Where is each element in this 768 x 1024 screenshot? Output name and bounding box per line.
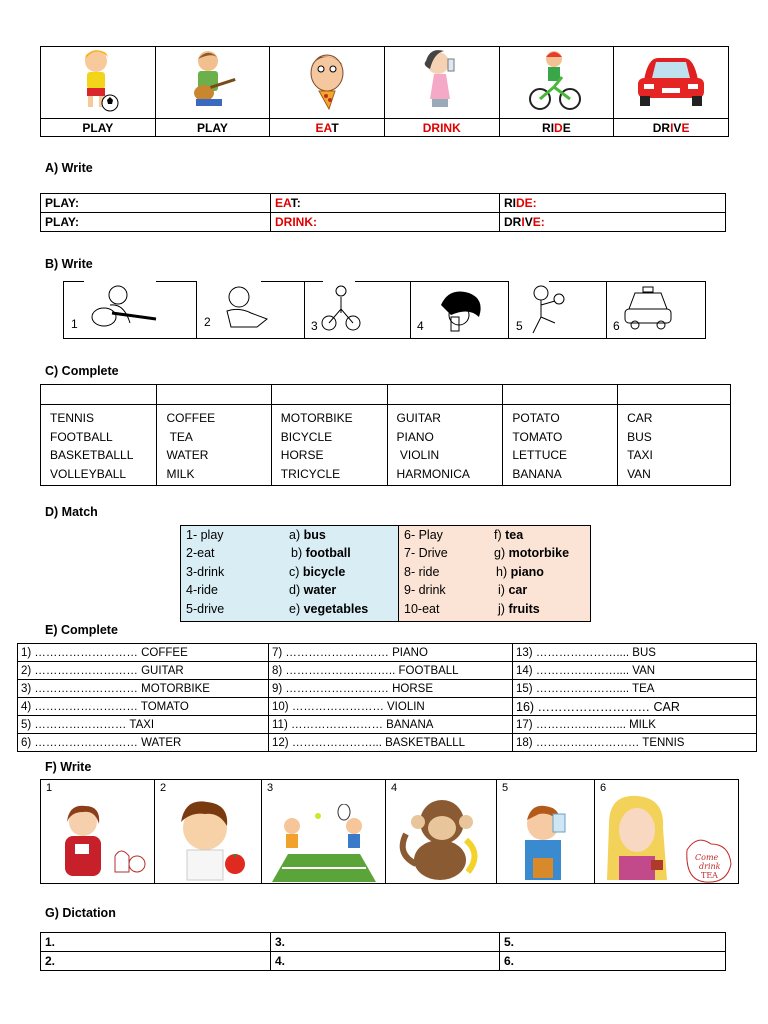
football-boy-outline-icon — [525, 283, 569, 335]
e-cell: 5) …………………… TAXI — [18, 716, 269, 734]
verb-label-ride: RIDE — [499, 119, 614, 137]
match-row: 2-eat — [186, 546, 215, 560]
section-c-heading: C) Complete — [45, 364, 119, 378]
verb-picture-6 — [614, 47, 729, 119]
girl-drinking-icon — [412, 47, 472, 113]
c-column-vehicles: CAR BUS TAXI VAN — [618, 405, 731, 486]
b-cell-6: 6 — [606, 281, 706, 339]
bicycle-boy-outline-icon — [321, 283, 361, 333]
verb-label-play-2: PLAY — [155, 119, 270, 137]
boy-football-icon — [68, 47, 128, 113]
b-cell-1: 1 — [63, 281, 197, 339]
e-cell: 18) ……………………… TENNIS — [513, 734, 757, 752]
e-cell: 1) ……………………… COFFEE — [18, 644, 269, 662]
f-cell-3: 3 — [262, 780, 386, 884]
taxi-outline-icon — [623, 285, 673, 333]
section-e-heading: E) Complete — [45, 623, 118, 637]
verb-picture-4 — [384, 47, 499, 119]
e-cell: 9) ……………………… HORSE — [269, 680, 513, 698]
verb-label-drive: DRIVE — [614, 119, 729, 137]
f-cell-5: 5 — [497, 780, 595, 884]
section-g-table — [40, 932, 726, 971]
match-left-box: 1- play a) bus 2-eat b) football 3-drink c) bicycle 4-ride d) water 5-drive e) vegetables — [180, 525, 399, 622]
e-cell: 14) ………………….... VAN — [513, 662, 757, 680]
woman-coffee-icon — [49, 800, 149, 880]
a-cell: DRIVE: — [500, 213, 726, 232]
verb-picture-2 — [155, 47, 270, 119]
section-b-pictures — [63, 281, 705, 338]
e-cell: 12) …………………... BASKETBALLL — [269, 734, 513, 752]
verb-label-play-1: PLAY — [41, 119, 156, 137]
boy-tomato-icon — [165, 798, 253, 882]
boy-guitar-icon — [182, 47, 242, 113]
c-header-cell — [41, 385, 157, 405]
f-cell-1: 1 — [41, 780, 155, 884]
c-header-cell — [157, 385, 271, 405]
e-cell: 16) ……………………… CAR — [513, 698, 757, 716]
c-column-sports: TENNIS FOOTBALL BASKETBALLL VOLLEYBALL — [41, 405, 157, 486]
b-cell-2: 2 — [196, 281, 305, 339]
section-a-heading: A) Write — [45, 161, 93, 175]
section-a-table — [40, 193, 726, 232]
c-header-cell — [618, 385, 731, 405]
c-column-drinks: COFFEE TEA WATER MILK — [157, 405, 271, 486]
c-column-ride: MOTORBIKE BICYCLE HORSE TRICYCLE — [271, 405, 387, 486]
c-header-cell — [387, 385, 503, 405]
f-cell-2: 2 — [155, 780, 262, 884]
g-cell: 3. — [271, 933, 500, 952]
g-cell: 2. — [41, 952, 271, 971]
g-cell: 4. — [271, 952, 500, 971]
boy-drinking-water-icon — [509, 802, 585, 882]
e-cell: 6) ……………………… WATER — [18, 734, 269, 752]
section-g-heading: G) Dictation — [45, 906, 116, 920]
f-cell-6: 6 Come drink TEA — [595, 780, 739, 884]
f-cell-4: 4 — [386, 780, 497, 884]
drinking-girl-outline-icon — [429, 287, 489, 335]
verbs-table — [40, 46, 729, 137]
e-cell: 17) …………………... MILK — [513, 716, 757, 734]
section-b-heading: B) Write — [45, 257, 93, 271]
verb-picture-3 — [270, 47, 385, 119]
section-d-heading: D) Match — [45, 505, 98, 519]
section-d-match — [180, 525, 590, 620]
b-cell-5: 5 — [508, 281, 607, 339]
e-cell: 15) ………………….... TEA — [513, 680, 757, 698]
car-icon — [634, 50, 708, 110]
a-cell: DRINK: — [271, 213, 500, 232]
match-row: 4-ride — [186, 583, 218, 597]
e-cell: 4) ……………………… TOMATO — [18, 698, 269, 716]
g-cell: 5. — [500, 933, 726, 952]
match-row: 3-drink — [186, 565, 225, 579]
eating-boy-outline-icon — [217, 283, 273, 333]
svg-text:Come: Come — [695, 853, 719, 862]
match-row: 5-drive — [186, 602, 225, 616]
match-row: 1- play — [186, 528, 224, 542]
match-right-box: 6- Play f) tea 7- Drive g) motorbike 8- ride h) piano 9- drink i) car 10-eat j) fruits — [398, 525, 591, 622]
verb-picture-5 — [499, 47, 614, 119]
g-cell: 1. — [41, 933, 271, 952]
monkey-banana-icon — [396, 794, 488, 880]
tennis-kids-icon — [268, 804, 380, 882]
guitar-boy-outline-icon — [84, 283, 158, 333]
verb-label-drink: DRINK — [384, 119, 499, 137]
e-cell: 2) ……………………… GUITAR — [18, 662, 269, 680]
section-f-table — [40, 779, 739, 884]
a-cell: EAT: — [271, 194, 500, 213]
g-cell: 6. — [500, 952, 726, 971]
svg-text:TEA: TEA — [701, 871, 718, 880]
e-cell: 10) …………………… VIOLIN — [269, 698, 513, 716]
c-header-cell — [271, 385, 387, 405]
a-cell: PLAY: — [41, 213, 271, 232]
boy-eating-pizza-icon — [297, 47, 357, 113]
e-cell: 8) ……………………….. FOOTBALL — [269, 662, 513, 680]
verb-label-eat: EAT — [270, 119, 385, 137]
verb-picture-1 — [41, 47, 156, 119]
svg-text:drink: drink — [699, 862, 721, 871]
a-cell: PLAY: — [41, 194, 271, 213]
b-cell-3: 3 — [304, 281, 411, 339]
c-header-cell — [503, 385, 618, 405]
c-column-instruments: GUITAR PIANO VIOLIN HARMONICA — [387, 405, 503, 486]
girl-tea-icon — [601, 794, 735, 884]
section-c-table — [40, 384, 731, 486]
a-cell: RIDE: — [500, 194, 726, 213]
e-cell: 11) …………………… BANANA — [269, 716, 513, 734]
e-cell: 3) ……………………… MOTORBIKE — [18, 680, 269, 698]
e-cell: 13) ………………….... BUS — [513, 644, 757, 662]
section-e-table — [17, 643, 757, 752]
section-f-heading: F) Write — [45, 760, 92, 774]
b-cell-4: 4 — [410, 281, 509, 339]
boy-bicycle-icon — [526, 47, 586, 113]
c-column-food: POTATO TOMATO LETTUCE BANANA — [503, 405, 618, 486]
e-cell: 7) ……………………… PIANO — [269, 644, 513, 662]
